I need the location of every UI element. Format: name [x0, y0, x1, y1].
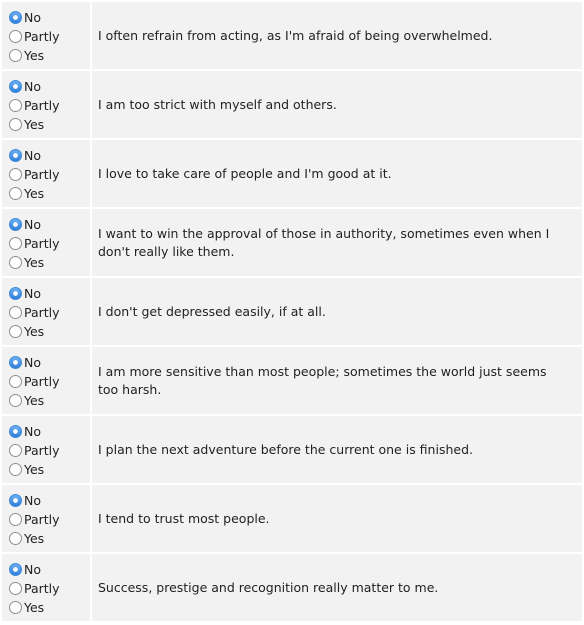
option-label: Yes: [24, 117, 45, 132]
question-row: [2, 554, 582, 621]
radio-button[interactable]: [9, 375, 22, 388]
radio-button[interactable]: [9, 256, 22, 269]
option-label: Partly: [24, 305, 60, 320]
question-text: I love to take care of people and I'm good at it.: [92, 140, 582, 207]
option-label: No: [24, 355, 41, 370]
question-text: I often refrain from acting, as I'm afraid of being overwhelmed.: [92, 2, 582, 69]
radio-button[interactable]: [9, 563, 22, 576]
radio-button[interactable]: [9, 237, 22, 250]
question-row: [2, 209, 582, 276]
radio-button[interactable]: [9, 582, 22, 595]
radio-button[interactable]: [9, 601, 22, 614]
radio-button[interactable]: [9, 49, 22, 62]
radio-button[interactable]: [9, 325, 22, 338]
option-label: Partly: [24, 236, 60, 251]
option-label: Partly: [24, 512, 60, 527]
question-row: [2, 2, 582, 69]
question-text: I am more sensitive than most people; sometimes the world just seems too harsh.: [92, 347, 582, 414]
option-yes[interactable]: [2, 184, 90, 203]
option-label: No: [24, 217, 41, 232]
radio-button[interactable]: [9, 99, 22, 112]
radio-button[interactable]: [9, 306, 22, 319]
radio-button[interactable]: [9, 168, 22, 181]
option-yes[interactable]: [2, 529, 90, 548]
option-label: No: [24, 562, 41, 577]
answer-options: [2, 485, 90, 552]
radio-button[interactable]: [9, 494, 22, 507]
question-row: [2, 416, 582, 483]
question-row: [2, 71, 582, 138]
question-text: I want to win the approval of those in authority, sometimes even when I don't really like them.: [92, 209, 582, 276]
radio-button[interactable]: [9, 11, 22, 24]
question-text: I plan the next adventure before the current one is finished.: [92, 416, 582, 483]
question-row: [2, 347, 582, 414]
question-text: I am too strict with myself and others.: [92, 71, 582, 138]
option-yes[interactable]: [2, 391, 90, 410]
radio-button[interactable]: [9, 394, 22, 407]
option-yes[interactable]: [2, 322, 90, 341]
radio-button[interactable]: [9, 425, 22, 438]
answer-options: [2, 2, 90, 69]
option-partly[interactable]: [2, 27, 90, 46]
option-yes[interactable]: [2, 253, 90, 272]
radio-button[interactable]: [9, 463, 22, 476]
option-label: No: [24, 286, 41, 301]
option-label: Partly: [24, 167, 60, 182]
option-partly[interactable]: [2, 165, 90, 184]
question-text: I don't get depressed easily, if at all.: [92, 278, 582, 345]
option-partly[interactable]: [2, 96, 90, 115]
option-partly[interactable]: [2, 372, 90, 391]
radio-button[interactable]: [9, 118, 22, 131]
radio-button[interactable]: [9, 513, 22, 526]
option-no[interactable]: [2, 146, 90, 165]
answer-options: [2, 71, 90, 138]
option-label: Yes: [24, 324, 45, 339]
radio-button[interactable]: [9, 149, 22, 162]
answer-options: [2, 209, 90, 276]
radio-button[interactable]: [9, 218, 22, 231]
option-label: Partly: [24, 98, 60, 113]
option-label: Yes: [24, 393, 45, 408]
option-no[interactable]: [2, 353, 90, 372]
option-no[interactable]: [2, 215, 90, 234]
radio-button[interactable]: [9, 80, 22, 93]
option-label: Yes: [24, 462, 45, 477]
option-label: Partly: [24, 581, 60, 596]
option-no[interactable]: [2, 8, 90, 27]
option-label: Yes: [24, 186, 45, 201]
option-label: Yes: [24, 531, 45, 546]
option-partly[interactable]: [2, 234, 90, 253]
option-no[interactable]: [2, 422, 90, 441]
question-text: Success, prestige and recognition really matter to me.: [92, 554, 582, 621]
option-yes[interactable]: [2, 115, 90, 134]
answer-options: [2, 347, 90, 414]
option-label: Partly: [24, 374, 60, 389]
option-yes[interactable]: [2, 46, 90, 65]
option-partly[interactable]: [2, 441, 90, 460]
option-label: Partly: [24, 443, 60, 458]
question-row: [2, 140, 582, 207]
question-row: [2, 278, 582, 345]
option-partly[interactable]: [2, 303, 90, 322]
option-no[interactable]: [2, 560, 90, 579]
option-label: No: [24, 148, 41, 163]
radio-button[interactable]: [9, 30, 22, 43]
answer-options: [2, 140, 90, 207]
option-label: No: [24, 79, 41, 94]
option-partly[interactable]: [2, 579, 90, 598]
option-partly[interactable]: [2, 510, 90, 529]
answer-options: [2, 278, 90, 345]
option-label: Yes: [24, 48, 45, 63]
option-yes[interactable]: [2, 598, 90, 617]
option-no[interactable]: [2, 77, 90, 96]
answer-options: [2, 554, 90, 621]
option-yes[interactable]: [2, 460, 90, 479]
question-text: I tend to trust most people.: [92, 485, 582, 552]
option-label: Partly: [24, 29, 60, 44]
option-label: No: [24, 424, 41, 439]
radio-button[interactable]: [9, 356, 22, 369]
option-label: Yes: [24, 600, 45, 615]
radio-button[interactable]: [9, 444, 22, 457]
radio-button[interactable]: [9, 187, 22, 200]
question-row: [2, 485, 582, 552]
questionnaire: [2, 2, 582, 623]
radio-button[interactable]: [9, 532, 22, 545]
answer-options: [2, 416, 90, 483]
option-no[interactable]: [2, 491, 90, 510]
option-label: No: [24, 10, 41, 25]
option-no[interactable]: [2, 284, 90, 303]
option-label: No: [24, 493, 41, 508]
option-label: Yes: [24, 255, 45, 270]
radio-button[interactable]: [9, 287, 22, 300]
